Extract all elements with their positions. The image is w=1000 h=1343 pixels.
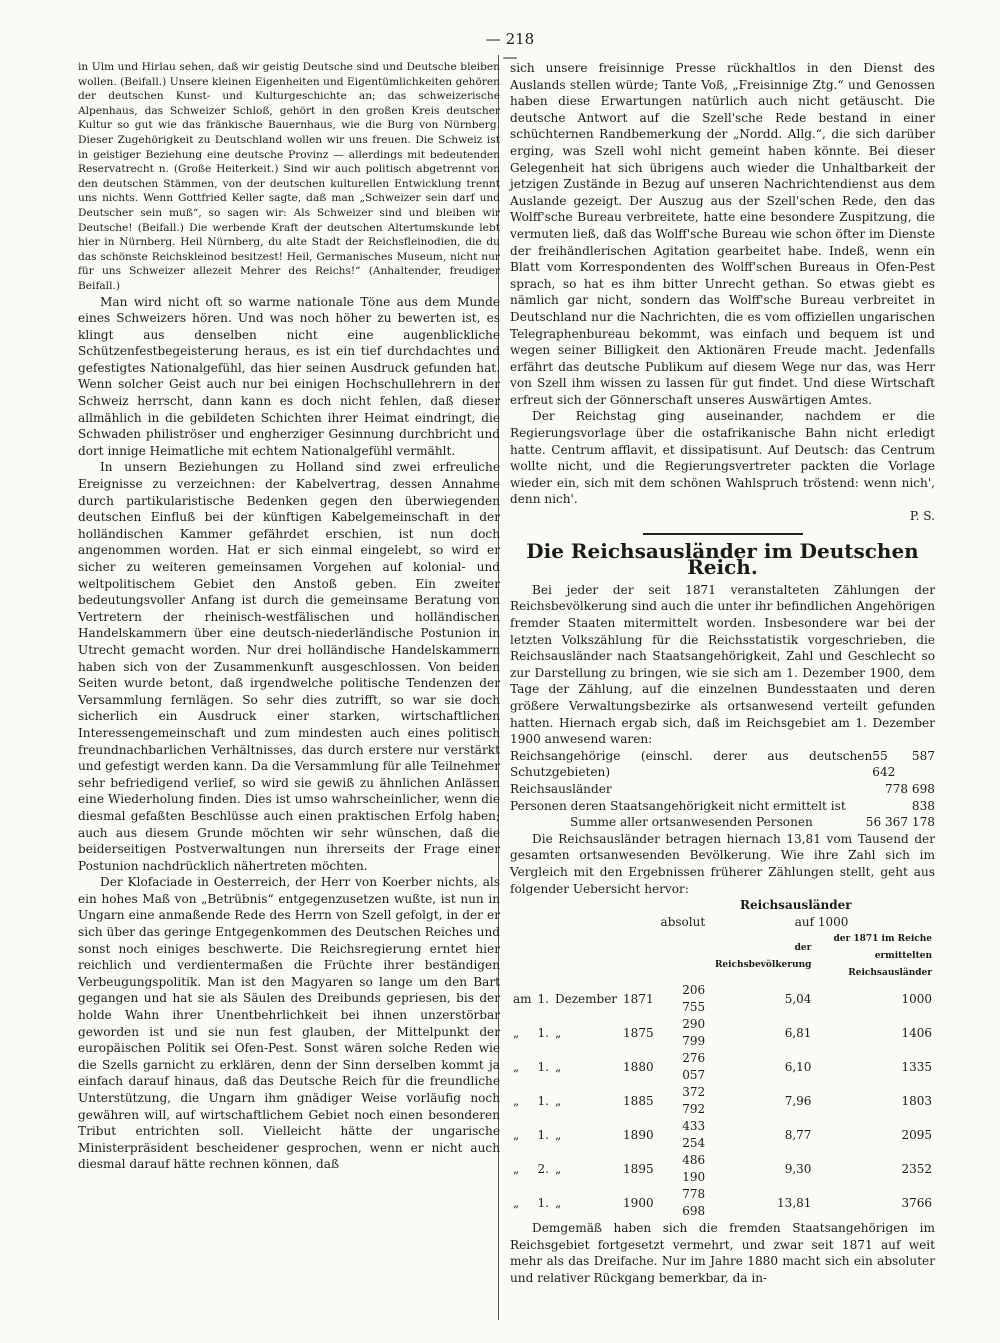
table-row	[510, 1084, 935, 1118]
cell-aus: 1406	[901, 1025, 932, 1040]
paragraph: Die Reichsausländer betragen hiernach 13,81 vom Tausend der gesamten ortsanwesenden Bevölkerung. Wie ihre Zahl sich im Vergleich mit den Ergebnissen früherer Zählungen stellt, geht aus folgender Uebersicht hervor:	[510, 831, 935, 896]
totals-row	[510, 748, 935, 781]
paragraph: Der Reichstag ging auseinander, nachdem er die Regierungsvorlage über die ostafrikanische Bahn nicht erledigt hatte. Centrum afflavit, et dissipatisunt. Auf Deutsch: das Centrum wollte nicht, und die Regierungsvertreter packten die Vorlage wieder ein, sich mit dem schönen Wahlspruch tröstend: wenn nich', denn nich'.	[510, 409, 935, 507]
table-row	[510, 1152, 935, 1186]
cell-aus: 1335	[901, 1059, 932, 1074]
cell-year: 1890	[623, 1127, 654, 1142]
cell-year: 1871	[623, 991, 654, 1006]
cell-pre: „	[513, 1025, 520, 1040]
cell-bev: 6,81	[784, 1025, 812, 1040]
cell-month: „	[555, 1161, 562, 1176]
cell-abs: 206 755	[682, 983, 706, 1015]
paragraph: sich unsere freisinnige Presse rückhaltlos in den Dienst des Auslands stellen würde; Tante Voß, „Freisinnige Ztg.“ und Genossen haben diese Erwartungen natürlich auch nicht getäuscht. Die deutsche Antwort auf die Szell'sche Rede bestand in einer schüchternen Randbemerkung der „Nordd. Allg.“, die sich darüber erging, was Szell wohl nicht gemeint haben könnte. Bei dieser Gelegenheit hat sich übrigens auch wieder die Unhaltbarkeit der jetzigen Zustände in Bezug auf unseren Nachrichtendienst aus dem Auslande gezeigt. Der Auszug aus der Szell'schen Rede, den das Wolff'sche Bureau verbreitete, hatte eine besondere Zuspitzung, die vermuten ließ, daß das Wolff'sche Bureau wie schon öfter im Dienste der freihändlerischen Agitation gearbeitet habe. Indeß, wenn ein Blatt vom Korrespondenten des Wolff'schen Bureaus in Ofen-Pest sprach, so hat es ihm bitter Unrecht gethan. So etwas giebt es nämlich gar nicht, sondern das Wolff'sche Bureau verbreitet in Deutschland nur die Nachrichten, die es vom offiziellen ungarischen Telegraphenbureau bekommt, was einfach und bequem ist und wegen seiner Billigkeit den Aktionären Freude macht. Jedenfalls erfährt das deutsche Publikum auf diesem Wege nur das, was Herr von Szell ihm wissen zu lassen für gut findet. Und diese Wirtschaft erfreut sich der Gönnerschaft unseres Auswärtigen Amtes.	[510, 61, 935, 407]
paragraph: Der Klofaciade in Oesterreich, der Herr von Koerber nichts, als ein hohes Maß von „Betrübnis“ entgegenzusetzen wußte, ist nun in Ungarn eine anmaßende Rede des Herrn von Szell gefolgt, in der er sich über das geringe Entgegenkommen des Deutschen Reiches und sonst noch einiges beschwerte. Die Reichsregierung erntet hier reichlich und verdientermaßen die Früchte ihrer beständigen Verbeugungspolitik. Man ist den Magyaren so lange um den Bart gegangen und hat sie als Säulen des Dreibunds gepriesen, bis der holde Wahn ihrer Unentbehrlichkeit bei ihnen unzerstörbar geworden ist und sie nun fest glauben, der Mittelpunkt der europäischen Politik sei Ofen-Pest. Sonst wären solche Reden wie die Szells garnicht zu erklären, denn der Sinn derselben kommt ja einfach darauf hinaus, daß das Deutsche Reich für die freundliche Unterstützung, die Ungarn ihm gnädiger Weise vorläufig noch gewähren will, auf wirtschaftlichem Gebiet noch einen besonderen Tribut entrichten soll. Vielleicht hätte der ungarische Ministerpräsident bescheidener gesprochen, wenn er nicht auch diesmal darauf hätte rechnen können, daß	[78, 875, 500, 1172]
cell-aus: 2352	[901, 1161, 932, 1176]
cell-abs: 372 792	[682, 1085, 706, 1117]
sum-value: 56 367 178	[865, 815, 935, 830]
right-column	[510, 60, 935, 1286]
signature: P. S.	[909, 509, 935, 524]
table-row	[510, 1016, 935, 1050]
cell-day: 1.	[537, 1127, 549, 1142]
cell-bev: 7,96	[784, 1093, 812, 1108]
cell-year: 1885	[623, 1093, 654, 1108]
totals-label: Personen deren Staatsangehörigkeit nicht ermittelt ist	[510, 798, 846, 813]
table-title: Reichsausländer	[739, 898, 852, 913]
cell-aus: 1803	[901, 1093, 932, 1108]
cell-year: 1895	[623, 1161, 654, 1176]
cell-year: 1900	[623, 1195, 654, 1210]
cell-pre: am	[513, 991, 532, 1006]
totals-list	[510, 748, 935, 831]
cell-year: 1875	[623, 1025, 654, 1040]
cell-day: 2.	[537, 1161, 549, 1176]
table-header-row	[510, 897, 935, 914]
cell-bev: 6,10	[784, 1059, 812, 1074]
totals-row	[510, 798, 935, 815]
paragraph: In unsern Beziehungen zu Holland sind zwei erfreuliche Ereignisse zu verzeichnen: der Kabelvertrag, dessen Annahme durch partikularistische Bedenken gegen den überwiegenden deutschen Einfluß bei der künftigen Kabelgemeinschaft in der holländischen Kammer gefährdet erschien, ist nun doch angenommen worden. Hat er sich einmal eingelebt, so wird er sicher zu weiteren gemeinsamen Vorgehen auf kolonial- und weltpolitischem Gebiet den Anstoß geben. Ein zweiter bedeutungsvoller Anfang ist durch die gemeinsame Beratung von Vertretern der rheinisch-westfälischen und holländischen Handelskammern über eine deutsch-niederländische Postunion in Utrecht gemacht worden. Nur drei holländische Handelskammern haben sich von der Zusammenkunft ausgeschlossen. Von beiden Seiten wurde betont, daß irgendwelche politische Tendenzen der Versammlung fernlägen. So sehr dies zutrifft, so war sie doch sicherlich ein Ausdruck einer starken, wirtschaftlichen Interessengemeinschaft und zum mindesten auch eines politisch freundnachbarlichen Verhältnisses, das durch erstere nur verstärkt und gefestigt werden kann. Da die Versammlung für alle Teilnehmer sehr befriedigend verlief, so wird sie gewiß zu ähnlichen Anlässen eine Wiederholung finden. Dies ist umso wahrscheinlicher, wenn die diesmal gefaßten Beschlüsse auch einen praktischen Erfolg haben; auch aus diesem Grunde möchten wir sehr wünschen, daß die beiderseitigen Postverwaltungen nun ihrerseits der Frage einer Postunion nachdrücklich nähertreten möchten.	[78, 460, 500, 873]
cell-abs: 276 057	[682, 1051, 706, 1083]
table-body	[510, 982, 935, 1220]
totals-label: Reichsausländer	[510, 781, 612, 796]
cell-aus: 3766	[901, 1195, 932, 1210]
cell-month: „	[555, 1025, 562, 1040]
table-row	[510, 1118, 935, 1152]
article-heading: Die Reichsausländer im Deutschen Reich.	[526, 538, 919, 580]
header-auf-1000: auf 1000	[794, 915, 849, 930]
totals-value: 838	[911, 798, 935, 813]
totals-sum-row	[510, 814, 935, 831]
cell-bev: 8,77	[784, 1127, 812, 1142]
cell-bev: 5,04	[784, 991, 812, 1006]
cell-month: Dezember	[555, 991, 618, 1006]
cell-bev: 13,81	[777, 1195, 812, 1210]
totals-row	[510, 781, 935, 798]
table-row	[510, 1050, 935, 1084]
totals-label: Reichsangehörige (einschl. derer aus deutschen Schutzgebieten)	[510, 748, 873, 780]
totals-value: 55 587 642	[872, 748, 935, 780]
header-reichsauslaender: der 1871 im Reiche ermittelten Reichsausländer	[833, 934, 932, 979]
totals-value: 778 698	[884, 781, 935, 796]
cell-month: „	[555, 1093, 562, 1108]
cell-abs: 778 698	[682, 1187, 706, 1219]
cell-abs: 290 799	[682, 1017, 706, 1049]
cell-aus: 1000	[901, 991, 932, 1006]
cell-day: 1.	[537, 1025, 549, 1040]
table-header-row	[510, 914, 935, 931]
cell-abs: 486 190	[682, 1153, 706, 1185]
left-column	[78, 60, 500, 1173]
cell-day: 1.	[537, 1195, 549, 1210]
table-row	[510, 982, 935, 1016]
statistics-table	[510, 897, 935, 1220]
cell-year: 1880	[623, 1059, 654, 1074]
cell-day: 1.	[537, 1093, 549, 1108]
cell-pre: „	[513, 1059, 520, 1074]
paragraph: Demgemäß haben sich die fremden Staatsangehörigen im Reichsgebiet fortgesetzt vermehrt, und zwar seit 1871 auf weit mehr als das Dreifache. Nur im Jahre 1880 macht sich ein absoluter und relativer Rückgang bemerkbar, da in-	[510, 1221, 935, 1285]
table-header-row	[510, 931, 935, 982]
header-reichsbevoelkerung: der Reichsbevölkerung	[714, 942, 812, 970]
cell-pre: „	[513, 1195, 520, 1210]
paragraph: Man wird nicht oft so warme nationale Töne aus dem Munde eines Schweizers hören. Und was noch höher zu bewerten ist, es klingt aus denselben nicht eine augenblickliche Schützenfestbegeisterung heraus, es ist ein tief durchdachtes und gefestigtes Nationalgefühl, das hier seinen Ausdruck gefunden hat. Wenn solcher Geist auch nur bei einigen Hochschullehrern in der Schweiz herrscht, dann kann es doch nicht fehlen, daß dieser allmählich in die gebildeten Schichten ihrer Heimat eindringt, die Schwaden philiströser und engherziger Gesinnung durchbricht und dort innige Heimatliche mit echtem Nationalgefühl vermählt.	[78, 294, 500, 458]
paragraph: Bei jeder der seit 1871 veranstalteten Zählungen der Reichsbevölkerung sind auch die unter ihr befindlichen Angehörigen fremder Staaten mitermittelt worden. Insbesondere war bei der letzten Volkszählung für die Reichsstatistik vorgeschrieben, die Reichsausländer nach Staatsangehörigkeit, Zahl und Geschlecht so zur Darstellung zu bringen, wie sie sich am 1. Dezember 1900, dem Tage der Zählung, auf die einzelnen Bundesstaaten und deren größere Verwaltungsbezirke als ortsanwesend verteilt gefunden hatten. Hiernach ergab sich, daß im Reichsgebiet am 1. Dezember 1900 anwesend waren:	[510, 582, 935, 747]
table-row	[510, 1186, 935, 1220]
cell-day: 1.	[537, 991, 549, 1006]
cell-pre: „	[513, 1161, 520, 1176]
speech-quote-paragraph: in Ulm und Hirlau sehen, daß wir geistig Deutsche sind und Deutsche bleiben wollen. (Beifall.) Unsere kleinen Eigenheiten und Eigentümlichkeiten gehören der deutschen Kunst- und Kulturgeschichte an; das schweizerische Alpenhaus, das Schweizer Schloß, gehört in den großen Kreis deutscher Kultur so gut wie das fränkische Bauernhaus, wie die Burg von Nürnberg. Dieser Zugehörigkeit zu Deutschland wollen wir uns freuen. Die Schweiz ist in geistiger Beziehung eine deutsche Provinz — allerdings mit bedeutenden Reservatrecht n. (Große Heiterkeit.) Sind wir auch politisch abgetrennt von den deutschen Stämmen, von der deutschen kulturellen Entwicklung trennt uns nichts. Wenn Gottfried Keller sagte, daß man „Schweizer sein darf und Deutscher sein muß“, so sagen wir: Als Schweizer sind und bleiben wir Deutsche! (Beifall.) Die werbende Kraft der deutschen Altertumskunde lebt hier in Nürnberg. Heil Nürnberg, du alte Stadt der Reichsfleinodien, die du das schönste Reichskleinod besitzest! Heil, Germanisches Museum, nicht nur für uns Schweizer allezeit Mehrer des Reichs!“ (Anhaltender, freudiger Beifall.)	[78, 61, 500, 292]
cell-month: „	[555, 1127, 562, 1142]
section-rule	[643, 533, 803, 535]
header-absolut: absolut	[660, 915, 706, 930]
cell-bev: 9,30	[784, 1161, 812, 1176]
cell-day: 1.	[537, 1059, 549, 1074]
cell-aus: 2095	[901, 1127, 932, 1142]
cell-month: „	[555, 1195, 562, 1210]
cell-pre: „	[513, 1127, 520, 1142]
cell-abs: 433 254	[682, 1119, 706, 1151]
sum-label: Summe aller ortsanwesenden Personen	[570, 815, 813, 830]
cell-month: „	[555, 1059, 562, 1074]
cell-pre: „	[513, 1093, 520, 1108]
page-number: — 218 —	[485, 30, 535, 66]
